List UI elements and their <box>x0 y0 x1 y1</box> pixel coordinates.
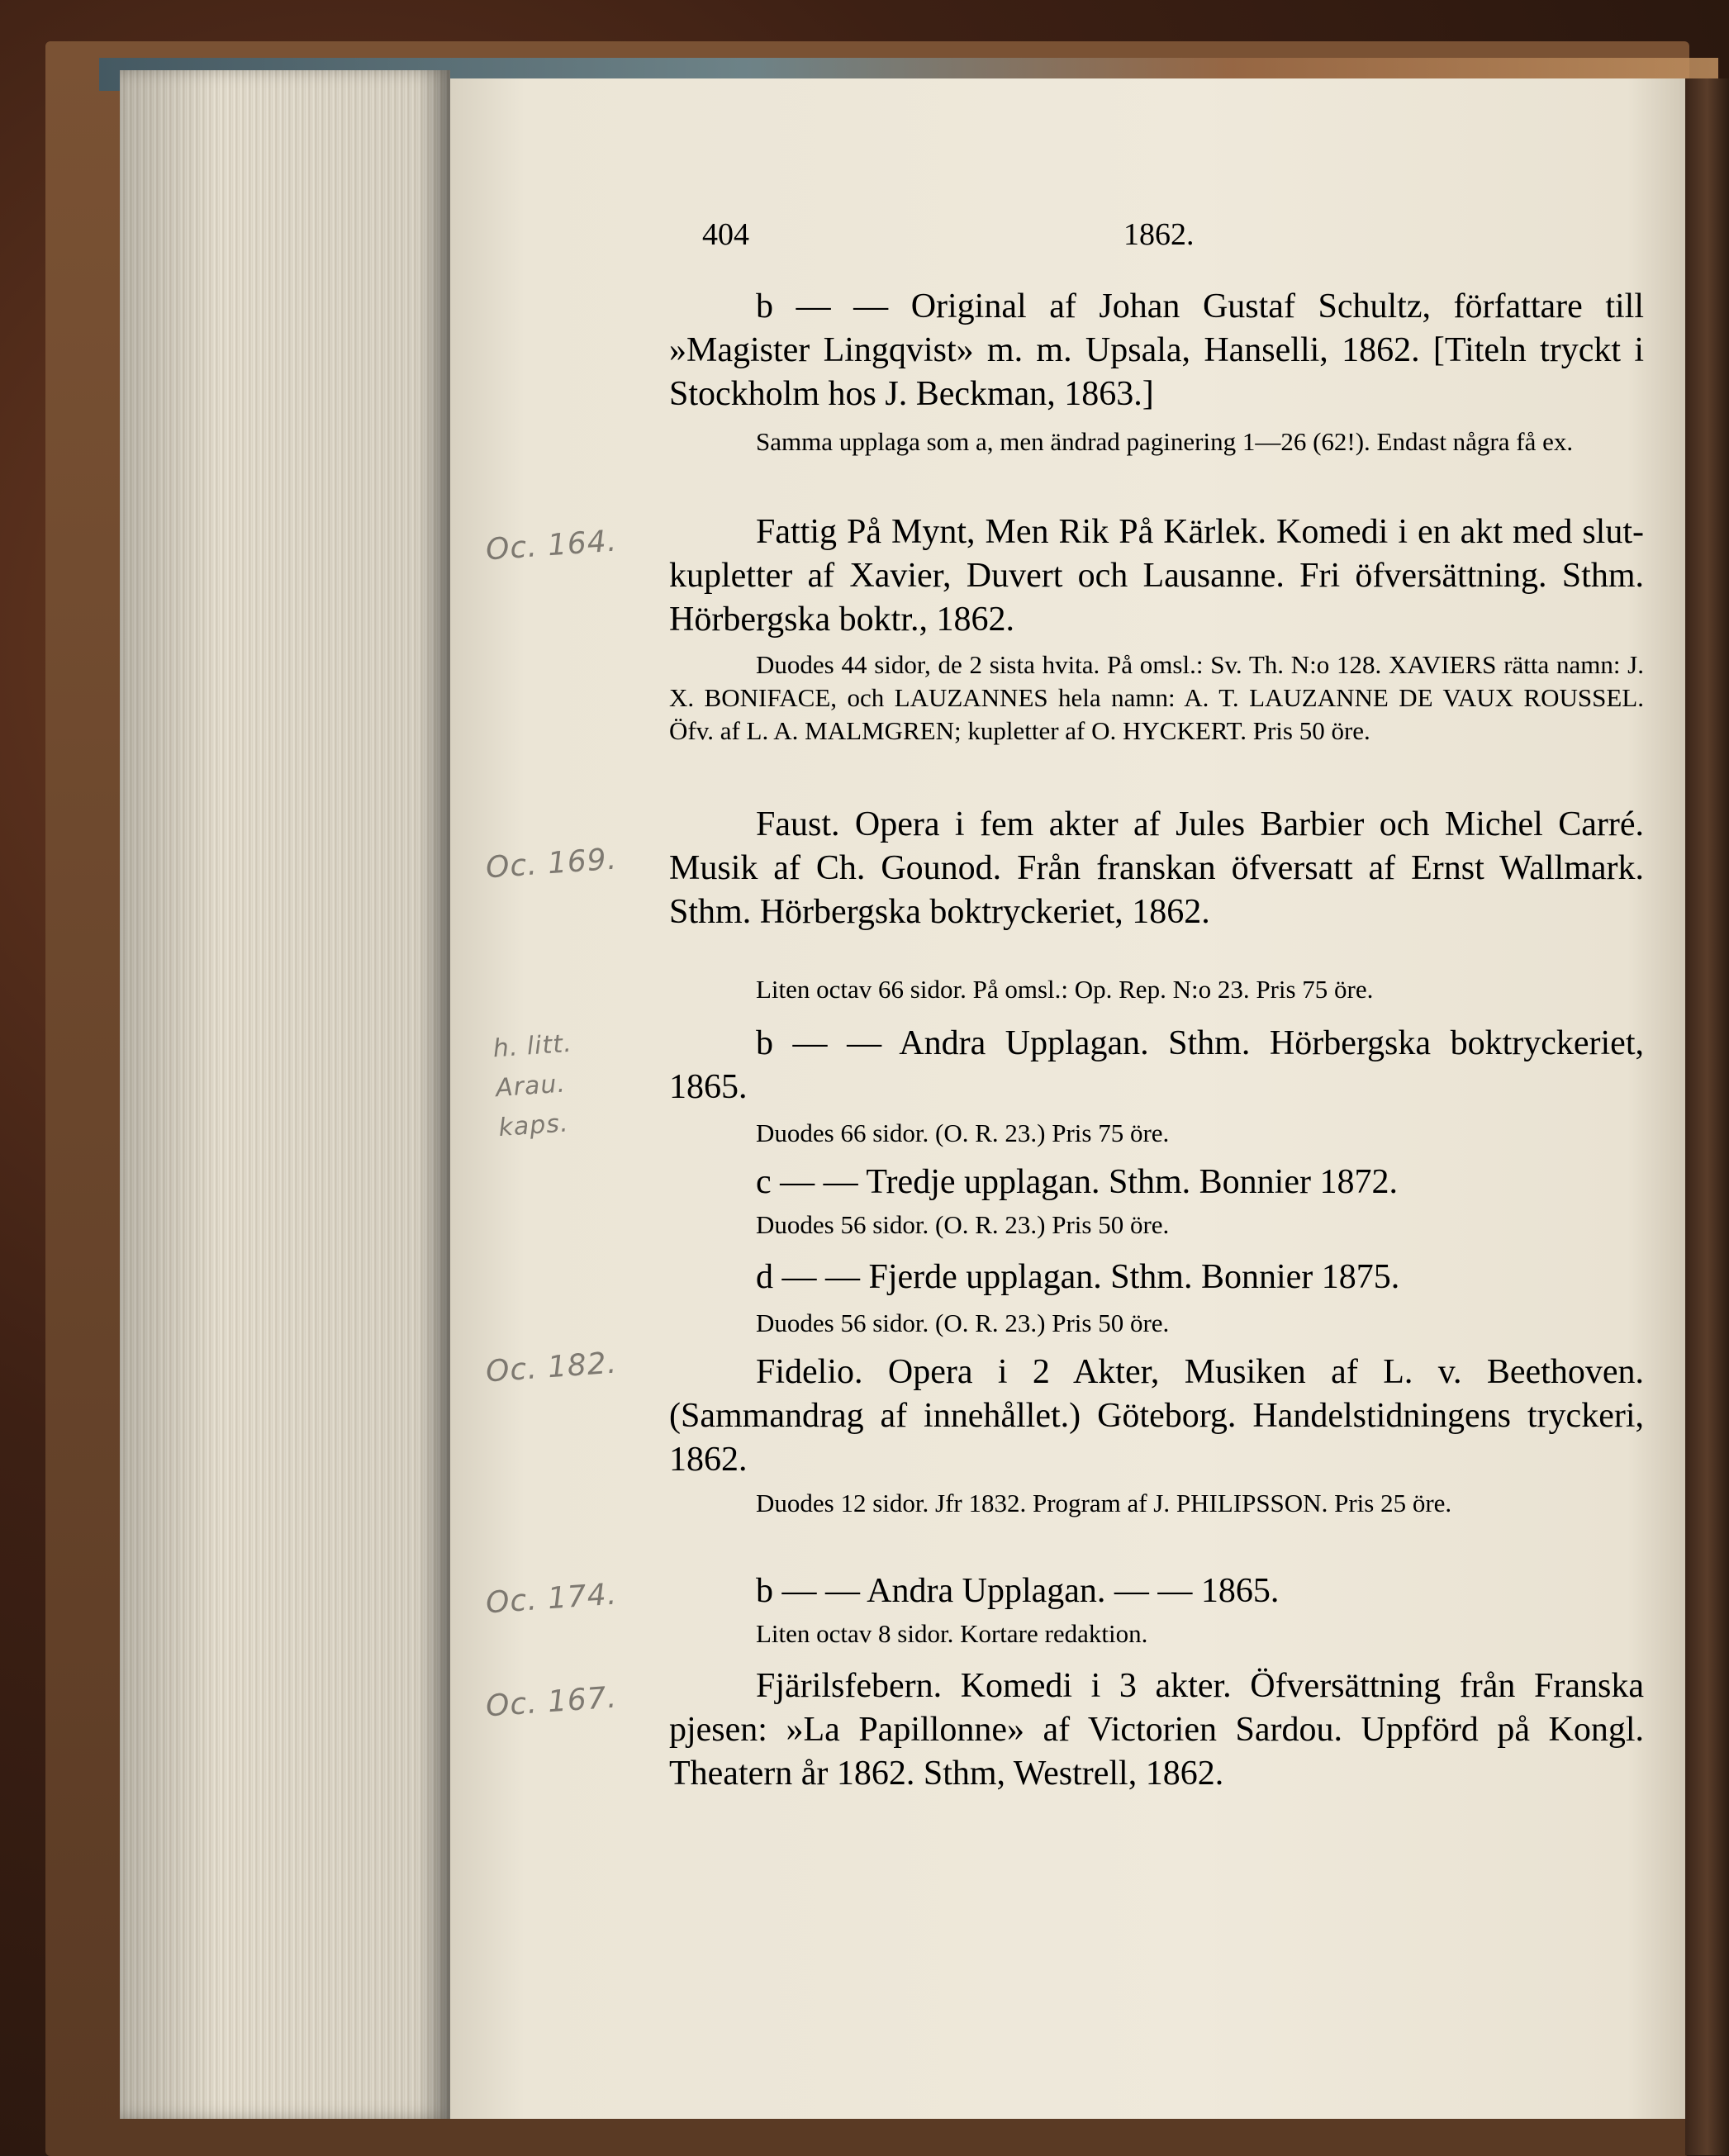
margin-annotation: Oc. 182. <box>484 1346 619 1389</box>
entry-note: Duodes 44 sidor, de 2 sista hvita. På omsl.: Sv. Th. N:o 128. XAVIERS rätta namn: J. X. BONIFACE, och LAUZANNES hela namn: A. T. LAUZANNE DE VAUX ROUSSEL. Öfv. af L. A. MALMGREN; kupletter af O. HYCKERT. Pris 50 öre. <box>669 650 1644 745</box>
entry-main: Fattig På Mynt, Men Rik På Kärlek. Komedi i en akt med slut-kupletter af Xavier, Duvert och Lausanne. Fri öfversättning. Sthm. Hörbergska boktr., 1862. <box>669 513 1644 639</box>
entry-main: Fjärilsfebern. Komedi i 3 akter. Öfversättning från Franska pjesen: »La Papillonne» af Victorien Sardou. Uppförd på Kongl. Theatern år 1862. Sthm, Westrell, 1862. <box>669 1667 1644 1793</box>
entry-main: c — — Tredje upplagan. Sthm. Bonnier 1872. <box>756 1163 1398 1201</box>
margin-annotation: h. litt. Arau. kaps. <box>492 1028 573 1143</box>
entry-main: Fidelio. Opera i 2 Akter, Musiken af L. v. Beethoven. (Sammandrag af innehållet.) Göteborg. Handelstidningens tryckeri, 1862. <box>669 1353 1644 1479</box>
year-header: 1862. <box>1123 217 1195 252</box>
entry-main: b — — Original af Johan Gustaf Schultz, författare till »Magister Lingqvist» m. m. Upsala, Hanselli, 1862. [Titeln tryckt i Stockholm hos J. Beckman, 1863.] <box>669 287 1644 413</box>
running-head <box>702 216 1214 258</box>
entry-note: Liten octav 8 sidor. Kortare redaktion. <box>756 1619 1148 1648</box>
entry-main: b — — Andra Upplagan. — — 1865. <box>756 1572 1280 1610</box>
margin-annotation: Oc. 167. <box>484 1680 619 1724</box>
entry-main: b — — Andra Upplagan. Sthm. Hörbergska boktryckeriet, 1865. <box>669 1024 1644 1106</box>
entry-main: d — — Fjerde upplagan. Sthm. Bonnier 1875. <box>756 1258 1400 1296</box>
entry-note: Samma upplaga som a, men ändrad paginering 1—26 (62!). Endast några få ex. <box>756 427 1574 456</box>
margin-annotation: Oc. 169. <box>484 842 619 886</box>
entry-note: Duodes 12 sidor. Jfr 1832. Program af J. PHILIPSSON. Pris 25 öre. <box>756 1489 1452 1517</box>
margin-annotation: Oc. 164. <box>484 524 619 567</box>
entry-main: Faust. Opera i fem akter af Jules Barbier och Michel Carré. Musik af Ch. Gounod. Från franskan öfversatt af Ernst Wallmark. Sthm. Hörbergska boktryckeriet, 1862. <box>669 805 1644 931</box>
cover-right-edge <box>1685 78 1729 2155</box>
entry-note: Duodes 56 sidor. (O. R. 23.) Pris 50 öre. <box>756 1308 1170 1337</box>
margin-annotation: Oc. 174. <box>484 1577 619 1621</box>
page-stack-shadow <box>120 70 450 2119</box>
page-number: 404 <box>702 217 749 252</box>
entry-note: Duodes 66 sidor. (O. R. 23.) Pris 75 öre. <box>756 1118 1170 1147</box>
entry-note: Duodes 56 sidor. (O. R. 23.) Pris 50 öre. <box>756 1210 1170 1239</box>
entry-note: Liten octav 66 sidor. På omsl.: Op. Rep. N:o 23. Pris 75 öre. <box>756 975 1374 1004</box>
